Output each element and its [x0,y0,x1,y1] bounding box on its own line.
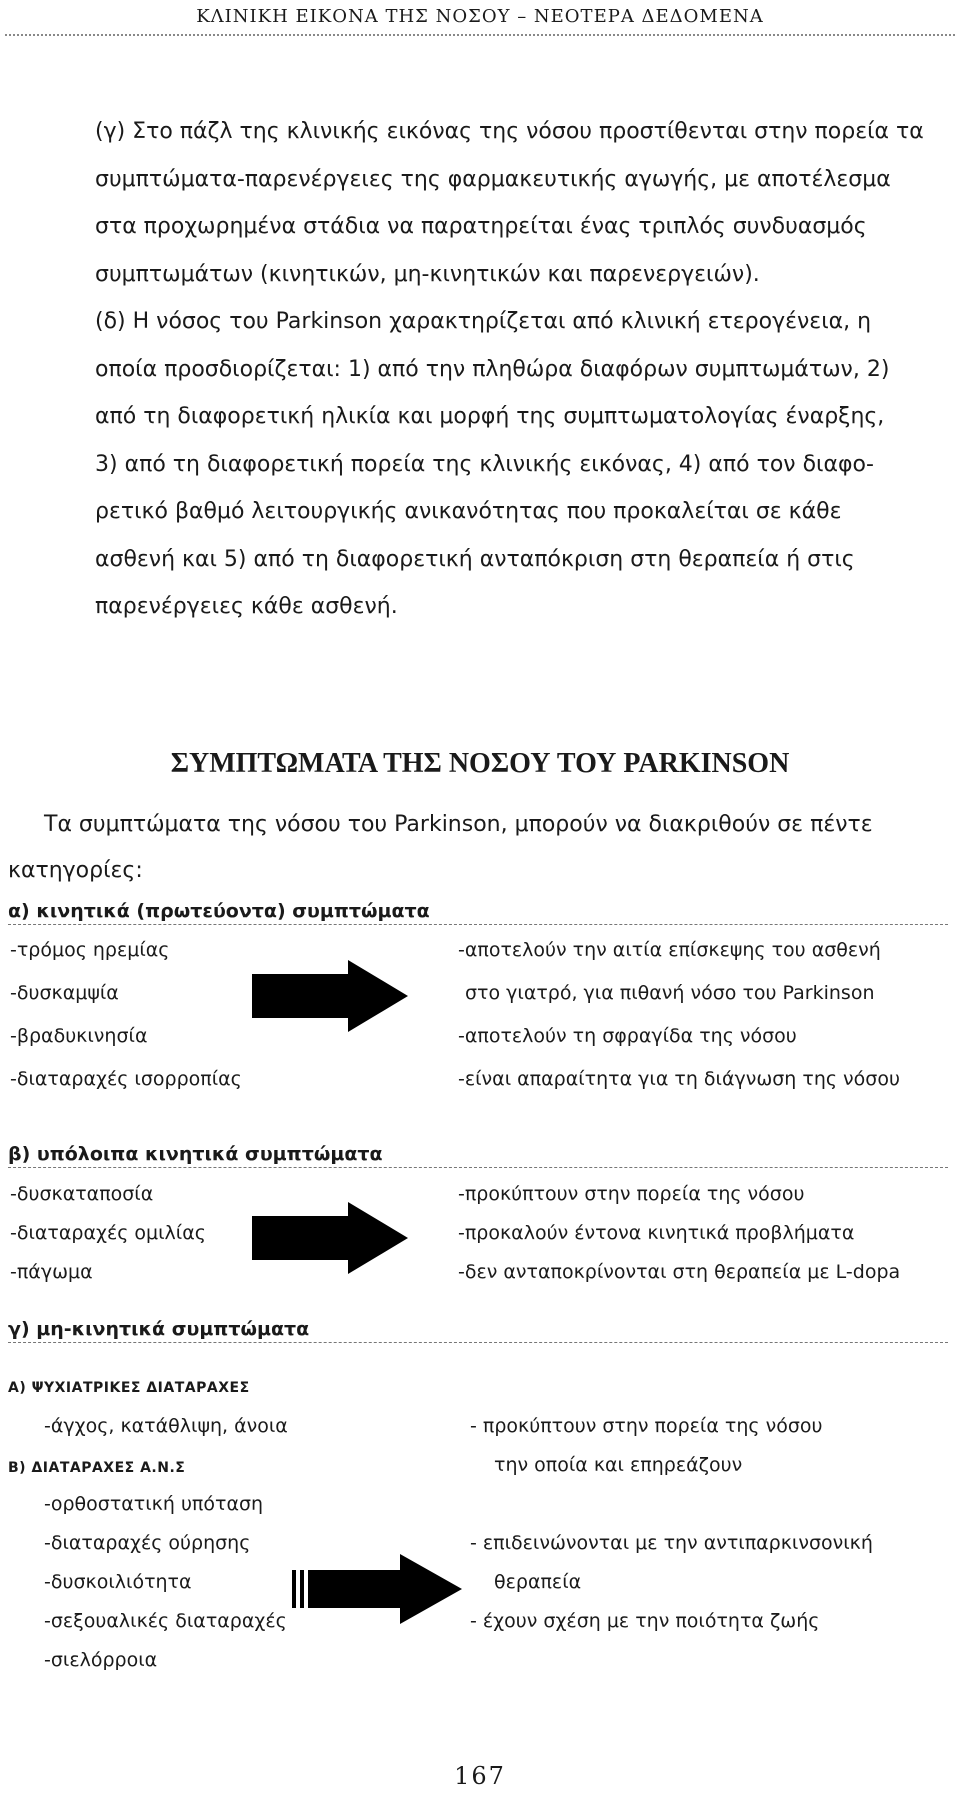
intro-line: κατηγορίες: [8,858,143,883]
category-b-heading: β) υπόλοιπα κινητικά συμπτώματα [8,1143,948,1168]
symptom-item: -διαταραχές ομιλίας [10,1222,206,1244]
paragraph-line: οποία προσδιορίζεται: 1) από την πληθώρα διαφόρων συμπτωμάτων, 2) [95,356,890,382]
symptom-item: -δυσκαμψία [10,982,119,1004]
subcategory-heading: Β) ΔΙΑΤΑΡΑΧΕΣ Α.Ν.Σ [8,1460,186,1476]
symptom-item: -βραδυκινησία [10,1025,148,1047]
category-a-heading: α) κινητικά (πρωτεύοντα) συμπτώματα [8,900,948,925]
note-item: -αποτελούν τη σφραγίδα της νόσου [458,1025,797,1047]
symptom-item: -τρόμος ηρεμίας [10,939,170,961]
paragraph-line: (δ) Η νόσος του Parkinson χαρακτηρίζεται από κλινική ετερογένεια, η [95,309,872,334]
symptom-item: -διαταραχές ούρησης [44,1532,251,1554]
note-item: -προκύπτουν στην πορεία της νόσου [458,1183,805,1205]
paragraph-line: στα προχωρημένα στάδια να παρατηρείται ένας τριπλός συνδυασμός [95,214,867,239]
arrow-right-icon [292,1554,464,1624]
note-item: -είναι απαραίτητα για τη διάγνωση της νόσου [458,1068,900,1090]
symptom-item: -πάγωμα [10,1261,93,1283]
paragraph-d [95,298,889,631]
note-item: - έχουν σχέση με την ποιότητα ζωής [470,1610,820,1632]
note-item: - επιδεινώνονται με την αντιπαρκινσονική [470,1532,873,1554]
note-item: θεραπεία [494,1571,582,1593]
symptom-item: -διαταραχές ισορροπίας [10,1068,242,1090]
symptom-item: -άγχος, κατάθλιψη, άνοια [44,1415,288,1437]
paragraph-line: 3) από τη διαφορετική πορεία της κλινικής εικόνας, 4) από τον διαφο- [95,451,874,477]
paragraph-g [95,108,924,298]
note-item: την οποία και επηρεάζουν [494,1454,743,1476]
note-item: - προκύπτουν στην πορεία της νόσου [470,1415,823,1437]
subcategory-heading: Α) ΨΥΧΙΑΤΡΙΚΕΣ ΔΙΑΤΑΡΑΧΕΣ [8,1380,250,1396]
intro-line: Τα συμπτώματα της νόσου του Parkinson, μπορούν να διακριθούν σε πέντε [44,812,873,837]
page-number: 167 [454,1762,506,1790]
running-header: ΚΛΙΝΙΚΗ ΕΙΚΟΝΑ ΤΗΣ ΝΟΣΟΥ – ΝΕΟΤΕΡΑ ΔΕΔΟΜΕΝΑ [196,6,764,27]
paragraph-line: ασθενή και 5) από τη διαφορετική ανταπόκριση στη θεραπεία ή στις [95,546,855,572]
section-title: ΣΥΜΠΤΩΜΑΤΑ ΤΗΣ ΝΟΣΟΥ ΤΟΥ PARKINSON [170,748,790,779]
paragraph-line: ρετικό βαθμό λειτουργικής ανικανότητας που προκαλείται σε κάθε [95,499,842,524]
paragraph-line: συμπτωμάτων (κινητικών, μη-κινητικών και παρενεργειών). [95,261,760,287]
symptom-item: -ορθοστατική υπόταση [44,1493,264,1515]
paragraph-line: συμπτώματα-παρενέργειες της φαρμακευτικής αγωγής, με αποτέλεσμα [95,166,891,192]
paragraph-line: παρενέργειες κάθε ασθενή. [95,594,398,619]
symptom-item: -δυσκοιλιότητα [44,1571,192,1593]
arrow-right-icon [252,960,410,1032]
note-item: στο γιατρό, για πιθανή νόσο του Parkinson [465,982,875,1004]
arrow-right-icon [252,1202,410,1274]
header-rule [5,34,955,36]
symptom-item: -σεξουαλικές διαταραχές [44,1610,287,1632]
note-item: -αποτελούν την αιτία επίσκεψης του ασθενή [458,939,881,961]
category-g-heading: γ) μη-κινητικά συμπτώματα [8,1318,948,1343]
symptom-item: -δυσκαταποσία [10,1183,154,1205]
symptom-item: -σιελόρροια [44,1649,158,1671]
note-item: -δεν ανταποκρίνονται στη θεραπεία με L-dopa [458,1261,901,1283]
note-item: -προκαλούν έντονα κινητικά προβλήματα [458,1222,855,1244]
paragraph-line: από τη διαφορετική ηλικία και μορφή της συμπτωματολογίας έναρξης, [95,404,885,429]
paragraph-line: (γ) Στο πάζλ της κλινικής εικόνας της νόσου προστίθενται στην πορεία τα [95,119,924,144]
